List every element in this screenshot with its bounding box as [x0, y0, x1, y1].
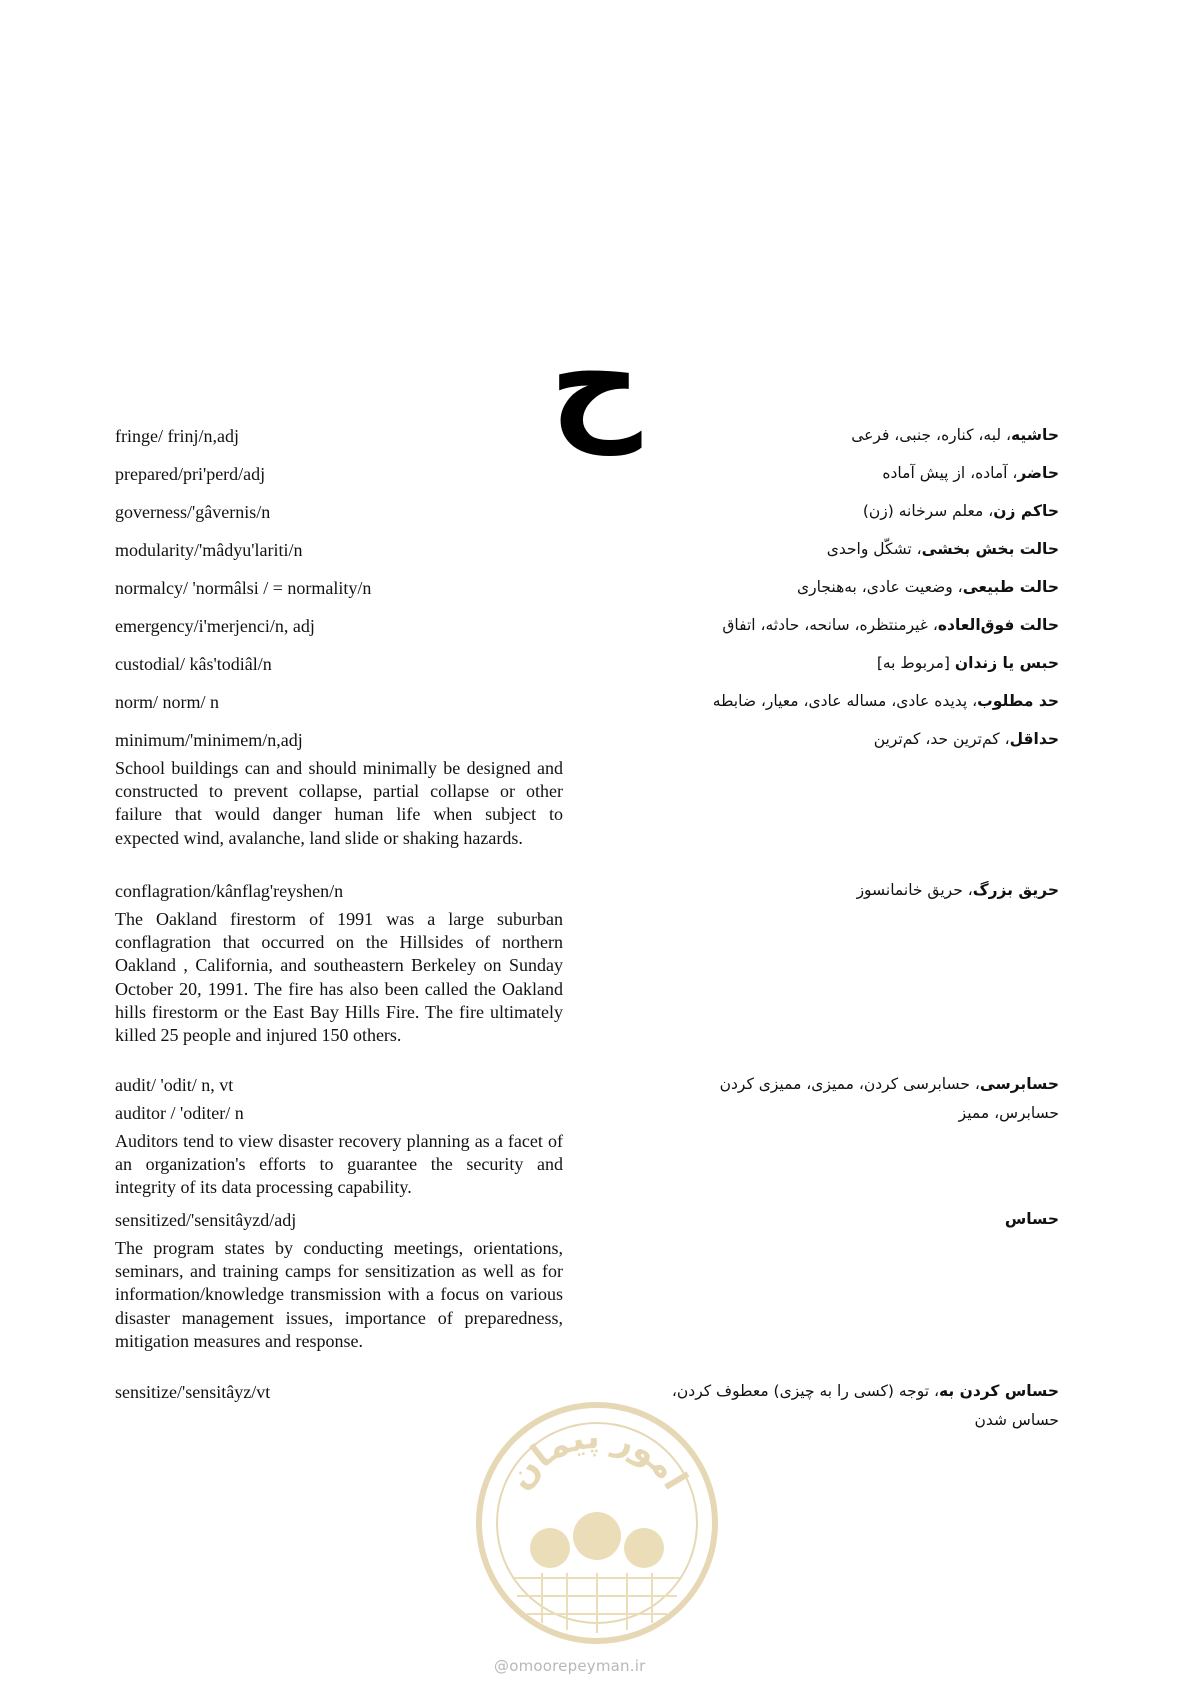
persian-definition — [519, 535, 1059, 564]
persian-line — [519, 573, 1059, 602]
persian-gloss: ، لبه، کناره، جنبی، فرعی — [851, 426, 1012, 444]
persian-definition — [519, 725, 1059, 754]
persian-definition — [519, 1205, 1059, 1234]
persian-headword: حبس یا زندان — [954, 654, 1059, 672]
english-column — [115, 1208, 563, 1353]
english-column — [115, 500, 563, 524]
persian-gloss: ، حسابرسی کردن، ممیزی، ممیزی کردن — [719, 1075, 980, 1093]
persian-definition — [519, 1070, 1059, 1128]
english-column — [115, 1073, 563, 1200]
english-column — [115, 1380, 563, 1404]
persian-line — [519, 1377, 1059, 1406]
persian-headword: حریق بزرگ — [972, 881, 1059, 899]
english-term: normalcy/ 'normâlsi / = normality/n — [115, 578, 372, 598]
persian-line — [519, 725, 1059, 754]
english-column — [115, 424, 563, 448]
persian-gloss: ، توجه (کسی را به چیزی) معطوف کردن، — [671, 1382, 939, 1400]
persian-headword: حداقل — [1009, 730, 1059, 748]
persian-gloss: ، کم‌ترین حد، کم‌ترین — [873, 730, 1010, 748]
example-paragraph: Auditors tend to view disaster recovery planning as a facet of an organization's efforts to guarantee the security and integrity of its data processing capability. — [115, 1131, 563, 1198]
example-paragraph: The program states by conducting meetings, orientations, seminars, and training camps for sensitization as well as for information/knowledge transmission with a focus on various disaster management issues, importance of preparedness, mitigation measures and response. — [115, 1238, 563, 1351]
english-term: sensitize/'sensitâyz/vt — [115, 1382, 271, 1402]
english-column — [115, 576, 563, 600]
persian-headword: حاشیه — [1011, 426, 1059, 444]
persian-gloss: ، وضعیت عادی، به‌هنجاری — [797, 578, 963, 596]
english-term: governess/'gâvernis/n — [115, 502, 271, 522]
persian-gloss: ، پدیده عادی، مساله عادی، معیار، ضابطه — [712, 692, 978, 710]
persian-headword: حسابرسی — [979, 1075, 1059, 1093]
persian-headword: حاضر — [1017, 464, 1059, 482]
persian-line — [519, 687, 1059, 716]
english-column — [115, 690, 563, 714]
persian-gloss-continued: حسابرس، ممیز — [958, 1104, 1059, 1122]
persian-definition — [519, 649, 1059, 678]
svg-text:امور پیمان: امور پیمان — [499, 1416, 696, 1497]
persian-headword: حساس — [1004, 1210, 1059, 1228]
persian-gloss: ، حریق خانمانسوز — [856, 881, 973, 899]
persian-line — [519, 1070, 1059, 1099]
english-term: audit/ 'odit/ n, vt — [115, 1075, 234, 1095]
persian-line — [519, 497, 1059, 526]
persian-line — [519, 876, 1059, 905]
persian-definition — [519, 611, 1059, 640]
persian-headword: حساس کردن به — [938, 1382, 1059, 1400]
english-column — [115, 462, 563, 486]
english-column — [115, 614, 563, 638]
persian-gloss: [مربوط به] — [876, 654, 955, 672]
persian-gloss: ، آماده، از پیش آماده — [882, 464, 1018, 482]
watermark-seal-icon — [472, 1398, 722, 1648]
english-column — [115, 652, 563, 676]
example-paragraph: The Oakland firestorm of 1991 was a large suburban conflagration that occurred on the Hillsides of northern Oakland , California, and southeastern Berkeley on Sunday October 20, 1991. The fire has also been called the Oakland hills firestorm or the East Bay Hills Fire. The fire ultimately killed 25 people and injured 150 others. — [115, 909, 563, 1046]
persian-definition — [519, 687, 1059, 716]
persian-gloss: ، تشکّل واحدی — [826, 540, 922, 558]
english-term: minimum/'minimem/n,adj — [115, 730, 303, 750]
persian-definition — [519, 876, 1059, 905]
section-letter-heading: ح — [549, 307, 642, 456]
english-term: conflagration/kânflag'reyshen/n — [115, 881, 344, 901]
persian-line — [519, 1205, 1059, 1234]
persian-definition — [519, 497, 1059, 526]
english-term: norm/ norm/ n — [115, 692, 219, 712]
english-term: custodial/ kâs'todiâl/n — [115, 654, 272, 674]
english-term-secondary: auditor / 'oditer/ n — [115, 1103, 244, 1123]
persian-headword: حد مطلوب — [977, 692, 1059, 710]
persian-headword: حالت بخش بخشی — [921, 540, 1059, 558]
persian-definition — [519, 573, 1059, 602]
persian-definition — [519, 1377, 1059, 1435]
english-column — [115, 879, 563, 1047]
persian-headword: حالت فوق‌العاده — [937, 616, 1059, 634]
example-paragraph: School buildings can and should minimally be designed and constructed to prevent collapse, partial collapse or other failure that would danger human life when subject to expected wind, avalanche, land slide or shaking hazards. — [115, 758, 563, 848]
watermark-url: @omoorepeyman.ir — [494, 1657, 646, 1675]
persian-line — [519, 459, 1059, 488]
persian-gloss: ، معلم سرخانه (زن) — [862, 502, 994, 520]
english-term: sensitized/'sensitâyzd/adj — [115, 1210, 297, 1230]
persian-headword: حاکم زن — [993, 502, 1059, 520]
english-term: fringe/ frinj/n,adj — [115, 426, 239, 446]
persian-gloss: ، غیرمنتظره، سانحه، حادثه، اتفاق — [722, 616, 938, 634]
persian-definition — [519, 421, 1059, 450]
english-column — [115, 728, 563, 850]
english-term: emergency/i'merjenci/n, adj — [115, 616, 315, 636]
persian-line — [519, 421, 1059, 450]
persian-headword: حالت طبیعی — [962, 578, 1059, 596]
persian-line — [519, 649, 1059, 678]
english-term: modularity/'mâdyu'lariti/n — [115, 540, 303, 560]
english-term: prepared/pri'perd/adj — [115, 464, 266, 484]
english-column — [115, 538, 563, 562]
persian-line — [519, 535, 1059, 564]
persian-gloss-continued: حساس شدن — [974, 1411, 1059, 1429]
persian-definition — [519, 459, 1059, 488]
persian-line — [519, 611, 1059, 640]
